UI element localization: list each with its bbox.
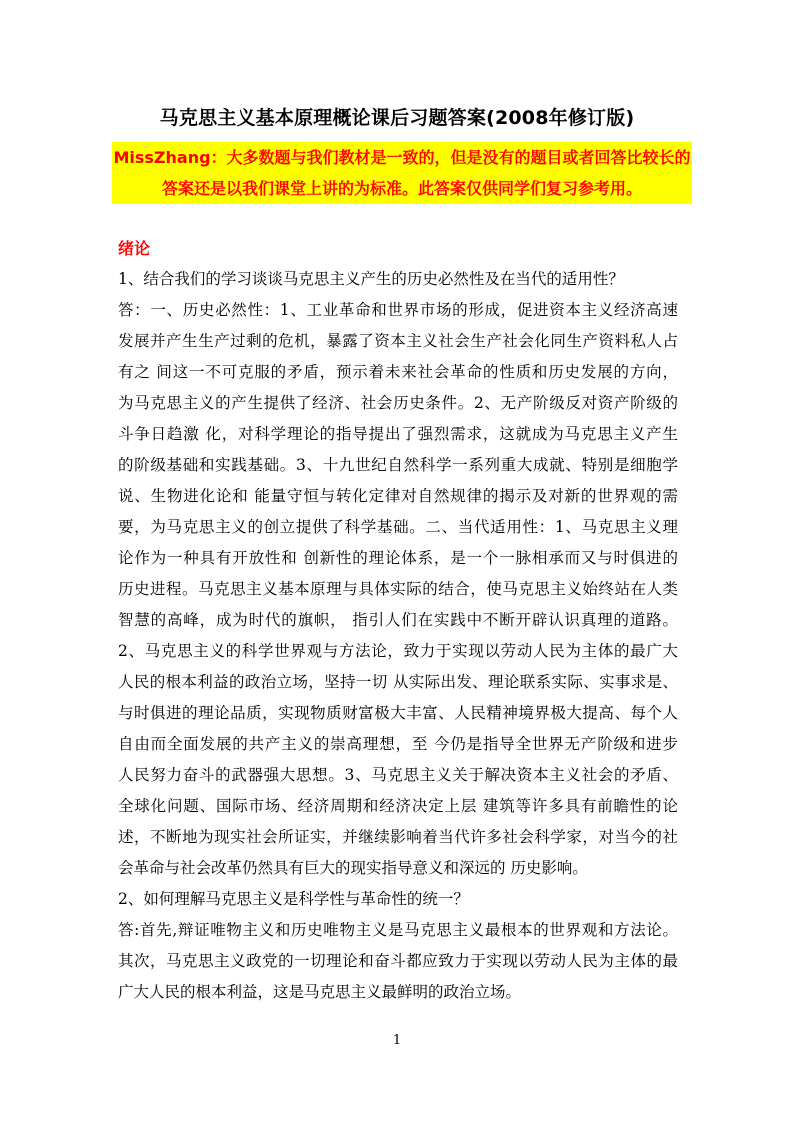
body-line: 有之 间这一不可克服的矛盾，预示着未来社会革命的性质和历史发展的方向， — [118, 363, 678, 381]
body-line: 斗争日趋激 化，对科学理论的指导提出了强烈需求，这就成为马克思主义产生 — [118, 425, 678, 443]
body-line: 2、马克思主义的科学世界观与方法论，致力于实现以劳动人民为主体的最广大 — [118, 642, 678, 660]
body-lines — [118, 264, 678, 1008]
body-line: 其次，马克思主义政党的一切理论和奋斗都应致力于实现以劳动人民为主体的最 — [118, 952, 678, 970]
body-line: 智慧的高峰，成为时代的旗帜， 指引人们在实践中不断开辟认识真理的道路。 — [118, 611, 678, 629]
body-line: 发展并产生生产过剩的危机，暴露了资本主义社会生产社会化同生产资料私人占 — [118, 332, 678, 350]
body-line: 述，不断地为现实社会所证实，并继续影响着当代许多社会科学家，对当今的社 — [118, 828, 678, 846]
body-line: 自由而全面发展的共产主义的崇高理想，至 今仍是指导全世界无产阶级和进步 — [118, 735, 678, 753]
document-title: 马克思主义基本原理概论课后习题答案(2008年修订版) — [159, 107, 635, 129]
notice-line: MissZhang：大多数题与我们教材是一致的，但是没有的题目或者回答比较长的 — [113, 148, 691, 167]
body-line: 会革命与社会改革仍然具有巨大的现实指导意义和深远的 历史影响。 — [118, 859, 588, 877]
body-line: 2、如何理解马克思主义是科学性与革命性的统一？ — [118, 890, 469, 908]
section-heading: 绪论 — [118, 239, 151, 258]
body-line: 论作为一种具有开放性和 创新性的理论体系，是一个一脉相承而又与时俱进的 — [118, 549, 678, 567]
body-line: 说、生物进化论和 能量守恒与转化定律对自然规律的揭示及对新的世界观的需 — [118, 487, 678, 505]
body-line: 答：一、历史必然性：1、工业革命和世界市场的形成，促进资本主义经济高速 — [118, 301, 678, 319]
page-number: 1 — [392, 1033, 402, 1048]
body-line: 广大人民的根本利益，这是马克思主义最鲜明的政治立场。 — [118, 983, 522, 1001]
body-line: 要，为马克思主义的创立提供了科学基础。二、当代适用性：1、马克思主义理 — [118, 518, 678, 536]
document-body — [118, 233, 678, 1008]
body-line: 为马克思主义的产生提供了经济、社会历史条件。2、无产阶级反对资产阶级的 — [118, 394, 678, 412]
body-line: 人民努力奋斗的武器强大思想。3、马克思主义关于解决资本主义社会的矛盾、 — [118, 766, 678, 784]
body-line: 与时俱进的理论品质，实现物质财富极大丰富、人民精神境界极大提高、每个人 — [118, 704, 678, 722]
body-line: 的阶级基础和实践基础。3、十九世纪自然科学一系列重大成就、特别是细胞学 — [118, 456, 678, 474]
highlighted-notice — [112, 142, 692, 204]
notice-line: 答案还是以我们课堂上讲的为标准。此答案仅供同学们复习参考用。 — [161, 179, 642, 198]
body-line: 全球化问题、国际市场、经济周期和经济决定上层 建筑等许多具有前瞻性的论 — [118, 797, 678, 815]
body-line: 历史进程。马克思主义基本原理与具体实际的结合，使马克思主义始终站在人类 — [118, 580, 678, 598]
body-line: 1、结合我们的学习谈谈马克思主义产生的历史必然性及在当代的适用性？ — [118, 270, 624, 288]
body-line: 人民的根本利益的政治立场，坚持一切 从实际出发、理论联系实际、实事求是、 — [118, 673, 678, 691]
body-line: 答:首先,辩证唯物主义和历史唯物主义是马克思主义最根本的世界观和方法论。 — [118, 921, 678, 939]
